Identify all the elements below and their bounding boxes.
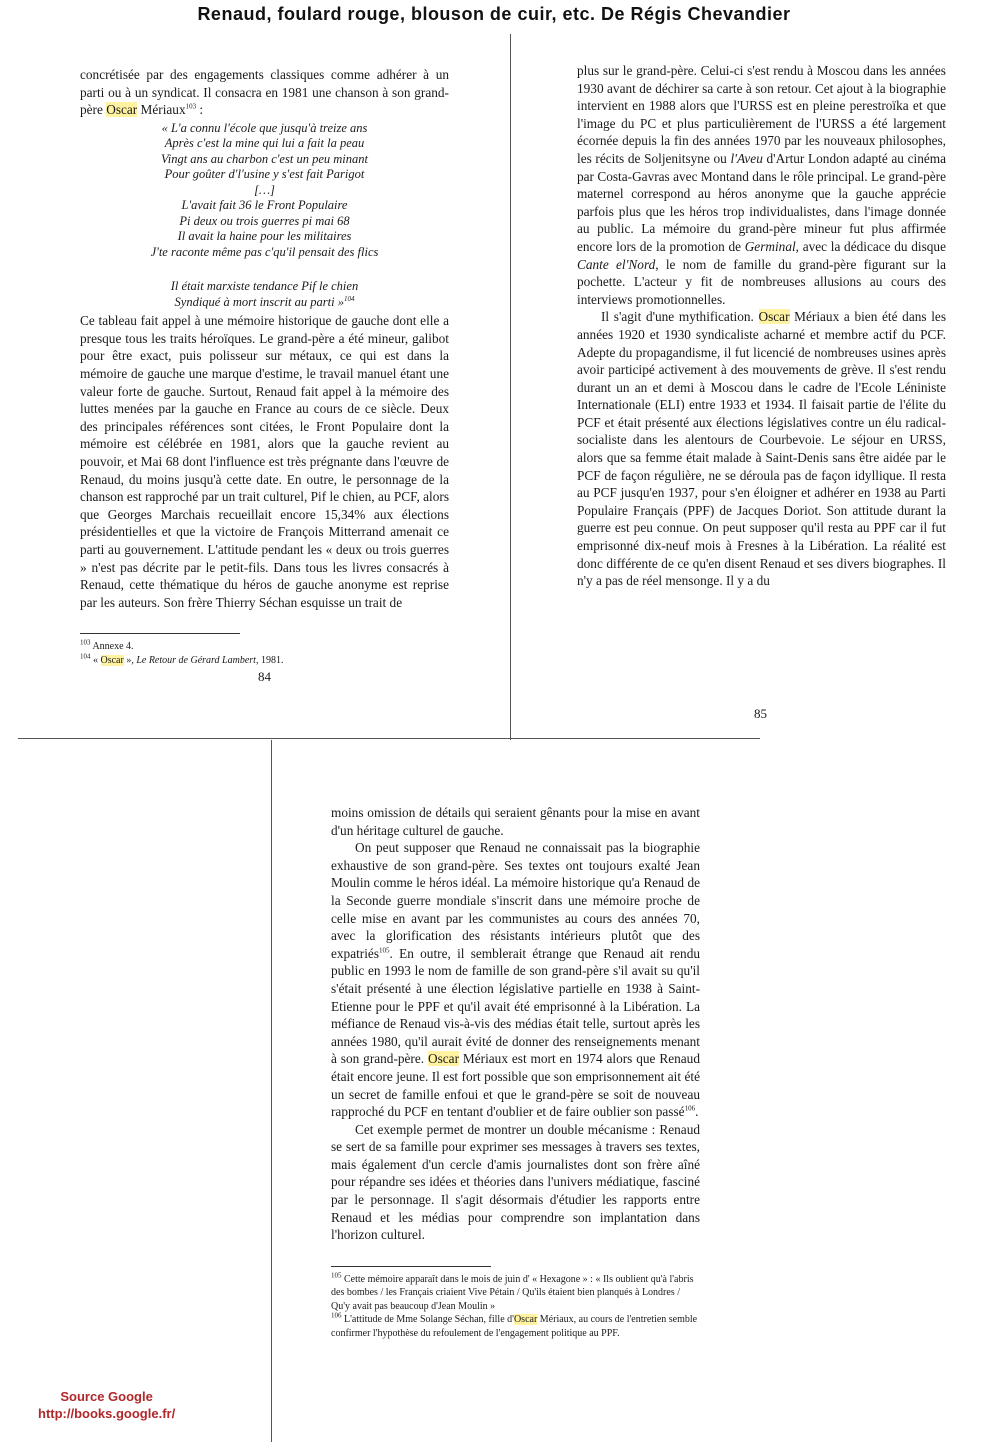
page-85-paragraph-2: Il s'agit d'une mythification. Oscar Mériaux a bien été dans les années 1920 et 1930 syndicaliste acharné et membre actif du PCF. Adepte du propagandisme, il fut licencié de nombreuses usines après avoir participé activement à des mouvements de grève. Il s'est rendu durant un an et demi à Moscou dans le cadre de l'Ecole Léniniste Internationale (ELI) entre 1933 et 1934. Il faisait partie de l'élite du PCF et était présenté aux élections législatives contre un élu radical-socialiste dans les alentours de Courbevoie. Le séjour en URSS, alors que sa femme était malade à Saint-Denis sans être aidée par le PCF de façon régulière, ne se déroula pas de façon idyllique. Il resta au PCF jusqu'en 1937, pour s'en éloigner et adhérer en 1938 au Parti Populaire Français (PPF) de Jacques Doriot. Son attitude durant la guerre est peu connue. On peut supposer qu'il resta au PPF car il fut emprisonné dix-neuf mois à Fresnes à la Libération. La réalité est donc différente de ce qu'en disent Renaud et ses divers biographes. Il n'y a pas de réel mensonge. Il y a du [577,309,946,589]
footnote-103: $^{103}$ Annexe 4. [80,639,134,653]
page-85 [577,62,946,590]
page-divider-vertical [510,34,511,740]
footnote-104: $^{104}$ « Oscar », Le Retour de Gérard Lambert, 1981. [80,652,284,666]
highlight-oscar: Oscar [758,309,790,325]
footnote-rule [80,633,240,634]
page-84-intro: concrétisée par des engagements classiques comme adhérer à un parti ou à un syndicat. Il consacra en 1981 une chanson à son grand-père Oscar Mériaux$^{103}$ : [80,67,449,118]
page-86 [331,804,700,1340]
source-url[interactable]: http://books.google.fr/ [38,1406,176,1421]
source-label: Source Google [60,1389,153,1404]
highlight-oscar: Oscar [106,102,138,118]
footnote-ref-103: 103 [185,102,197,111]
footnote-106: $^{106}$ L'attitude de Mme Solange Séchan, fille d'Oscar Mériaux, au cours de l'entretien semble confirmer l'hypothèse du refoulement de l'engagement politique au PPF. [331,1312,698,1339]
page-86-paragraph-3: Cet exemple permet de montrer un double mécanisme : Renaud se sert de sa famille pour exprimer ses messages à travers ses textes, mais également d'un cercle d'amis journalistes dont son frère aîné pour répandre ses idées et théories dans l'univers médiatique, fasciné par le personnage. Il s'agit désormais d'étudier les rapports entre Renaud et les médias pour comprendre son implantation dans l'horizon culturel. [331,1121,700,1243]
footnote-rule [331,1266,491,1267]
footnote-105: $^{105}$ Cette mémoire apparaît dans le mois de juin d' « Hexagone » : « Ils oublient qu'à l'abris des bombes / les Français criaient Vive Pétain / Qu'ils étaient bien planqués à Londres / Qu'y avait pas beaucoup d'Jean Moulin » [331,1271,694,1312]
page-86-paragraph-2: On peut supposer que Renaud ne connaissait pas la biographie exhaustive de son grand-père. Ses textes ont toujours exalté Jean Moulin comme le héros idéal. La mémoire historique qu'a Renaud de la Seconde guerre mondiale s'inscrit dans une mémoire proche de celle mise en avant par les communistes au cours des années 70, avec la glorification des résistants intérieurs plutôt que des expatriés$^{105}$. En outre, il semblerait étrange que Renaud ait rendu public en 1993 le nom de famille de son grand-père s'il avait su qu'il s'était présenté à une élection législative partielle en 1938 à Saint-Etienne pour le PPF et qu'il avait été emprisonné à la Libération. La méfiance de Renaud vis-à-vis des médias était telle, surtout après les années 1980, qu'il aurait évité de donner des renseignements menant à son grand-père. Oscar Mériaux est mort en 1974 alors que Renaud était encore jeune. Il est fort possible que son emprisonnement ait été un secret de famille enfoui et que le grand-père se soit de nouveau rapproché du PCF en tentant d'oublier et de faire oublier son passé$^{106}$. [331,840,700,1120]
source-credit [38,1388,175,1422]
highlight-oscar: Oscar [513,1314,538,1326]
footnote-ref-105: 105 [379,946,390,955]
highlight-oscar: Oscar [100,654,124,666]
song-lyrics-stanza-1: « L'a connu l'école que jusqu'à treize ans Après c'est la mine qui lui a fait la peau Vingt ans au charbon c'est un peu minant Pour goûter d'l'usine y s'est fait Parigot […] L'avait fait 36 le Front Populaire Pi deux ou trois guerres pi mai 68 Il avait la haine pour les militaires J'te raconte même pas c'qu'il pensait des flics [150,120,379,259]
page-85-paragraph-1: plus sur le grand-père. Celui-ci s'est rendu à Moscou dans les années 1930 avant de déchirer sa carte à son retour. Cet ajout à la biographie intervient en 1988 alors que l'URSS est en pleine perestroïka et que l'image du PC et plus particulièrement de l'URSS a été largement écornée depuis la fin des années 1970 par les nouveaux philosophes, les récits de Soljenitsyne ou l'Aveu d'Artur London adapté au cinéma par Costa-Gavras avec Montand dans le rôle principal. Le grand-père maternel correspond au héros anonyme que la gauche apprécie parfois plus que les héros trop individualistes, dans l'image donnée au public. La mémoire du grand-père mineur fut plus affirmée encore lors de la promotion de Germinal, avec la dédicace du disque Cante el'Nord, le nom de famille du grand-père figurant sur la pochette. L'acteur y fit de nombreuses allusions au cours des interviews promotionnelles. [577,63,947,307]
document-title: Renaud, foulard rouge, blouson de cuir, etc. De Régis Chevandier [197,4,791,24]
song-lyrics-stanza-2: Il était marxiste tendance Pif le chien Syndiqué à mort inscrit au parti »$^{104}$ [170,279,359,309]
footnote-ref-106: 106 [684,1104,696,1113]
page-84-body: Ce tableau fait appel à une mémoire historique de gauche dont elle a presque tous les traits héroïques. Le grand-père a été mineur, galibot pour être exact, puis polisseur sur métaux, ce qui est dans la mémoire de gauche une marque d'estime, le travail manuel étant une valeur forte de gauche. Surtout, Renaud fait appel à la mémoire des luttes menées par la gauche en France au cours de ce siècle. Deux des principales références sont citées, le Front Populaire dont la mémoire est célébrée en 1981, alors que la gauche revient au pouvoir, et Mai 68 dont l'influence est très prégnante dans l'œuvre de Renaud, du moins jusqu'à cette date. En outre, le personnage de la chanson est rapproché par un trait culturel, Pif le chien, au PCF, alors que Georges Marchais recueillait encore 15,34% aux élections présidentielles et que la victoire de François Mitterrand amenait ce parti au gouvernement. L'attitude pendant les « deux ou trois guerres » n'est pas décrite par le petit-fils. Dans tous les livres consacrés à Renaud, cette thématique du héros de gauche anonyme est reprise par les auteurs. Son frère Thierry Séchan esquisse un trait de [80,313,449,610]
page-84 [80,66,449,685]
footnote-ref-104: 104 [343,294,355,303]
page-86-paragraph-1: moins omission de détails qui seraient gênants pour la mise en avant d'un héritage culturel de gauche. [331,805,700,838]
highlight-oscar: Oscar [428,1051,460,1067]
page-divider-left-86 [271,740,272,1442]
page-number-84: 84 [258,669,271,685]
page-number-85: 85 [754,706,767,721]
page-divider-horizontal [18,738,760,739]
